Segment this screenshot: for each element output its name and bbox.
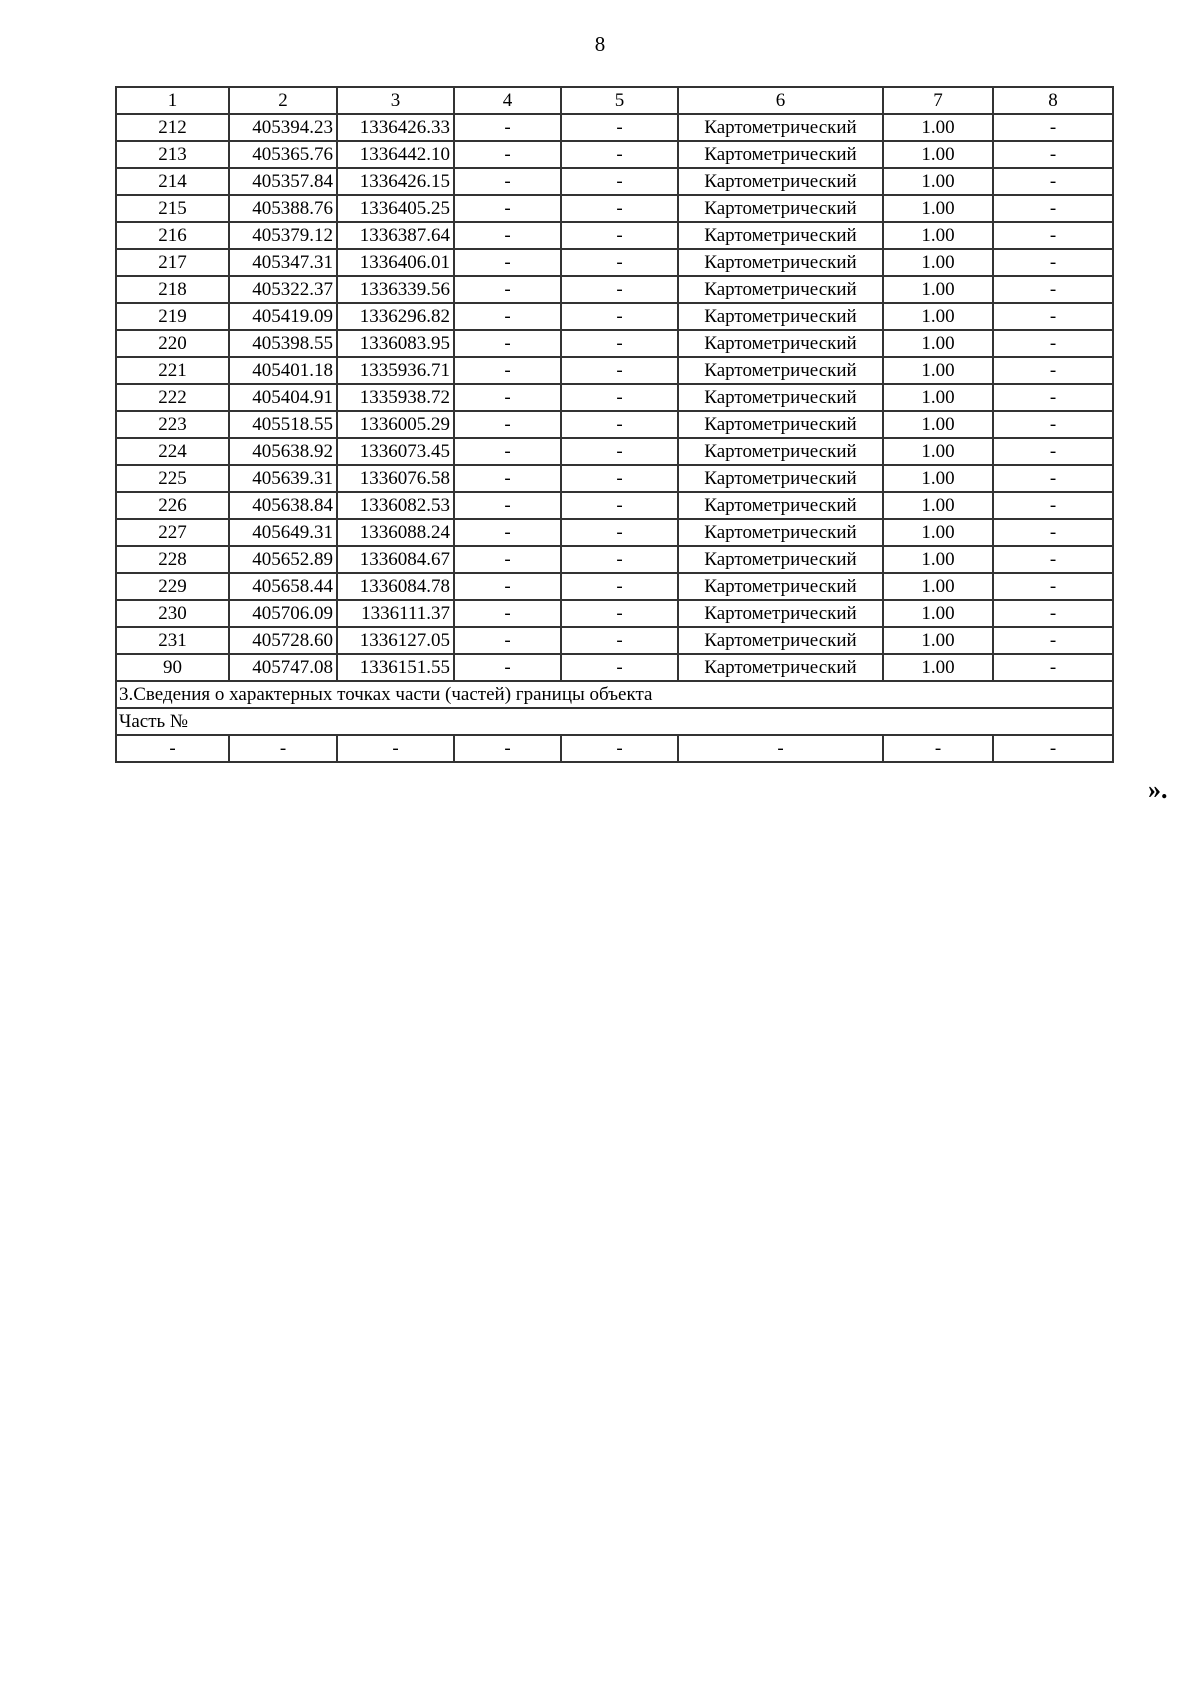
table-cell: 1.00 [883, 465, 993, 492]
table-cell: 405379.12 [229, 222, 337, 249]
table-cell: - [993, 600, 1113, 627]
table-cell: 231 [116, 627, 229, 654]
table-cell: 1336387.64 [337, 222, 454, 249]
table-cell: - [454, 492, 561, 519]
table-cell: 1.00 [883, 357, 993, 384]
table-cell: 214 [116, 168, 229, 195]
table-cell: - [561, 303, 678, 330]
table-cell: - [561, 330, 678, 357]
table-cell: 216 [116, 222, 229, 249]
table-cell: Картометрический [678, 384, 883, 411]
table-cell: 215 [116, 195, 229, 222]
table-cell: - [993, 654, 1113, 681]
table-row [116, 222, 1113, 249]
table-cell: 1335938.72 [337, 384, 454, 411]
table-cell: - [993, 357, 1113, 384]
table-cell: - [993, 627, 1113, 654]
table-cell: - [993, 546, 1113, 573]
table-cell: - [993, 168, 1113, 195]
table-row [116, 600, 1113, 627]
table-cell: 405706.09 [229, 600, 337, 627]
table-row [116, 141, 1113, 168]
table-cell: - [993, 438, 1113, 465]
table-cell: Картометрический [678, 303, 883, 330]
table-cell: Картометрический [678, 411, 883, 438]
table-cell: - [993, 303, 1113, 330]
table-cell: Картометрический [678, 573, 883, 600]
table-cell: - [561, 654, 678, 681]
table-cell: - [454, 465, 561, 492]
table-cell: - [454, 303, 561, 330]
table-cell: 1336426.33 [337, 114, 454, 141]
table-cell: 405747.08 [229, 654, 337, 681]
table-cell: Картометрический [678, 627, 883, 654]
table-cell: - [561, 357, 678, 384]
table-cell: 405658.44 [229, 573, 337, 600]
table-cell: 1336339.56 [337, 276, 454, 303]
table-cell: 1336111.37 [337, 600, 454, 627]
table-cell: Картометрический [678, 276, 883, 303]
table-row [116, 276, 1113, 303]
section-title: 3.Сведения о характерных точках части (частей) границы объекта [116, 681, 1113, 708]
table-cell: 229 [116, 573, 229, 600]
table-cell: 1.00 [883, 519, 993, 546]
table-cell: 230 [116, 600, 229, 627]
table-cell: 1.00 [883, 384, 993, 411]
table-cell: - [883, 735, 993, 762]
table-row [116, 492, 1113, 519]
table-cell: 405638.84 [229, 492, 337, 519]
table-row [116, 546, 1113, 573]
table-cell: - [454, 222, 561, 249]
header-cell: 5 [561, 87, 678, 114]
table-cell: 221 [116, 357, 229, 384]
table-cell: - [454, 546, 561, 573]
table-cell: - [561, 492, 678, 519]
table-cell: - [561, 195, 678, 222]
table-cell: 1.00 [883, 141, 993, 168]
table-cell: - [561, 573, 678, 600]
table-cell: - [454, 600, 561, 627]
table-cell: - [454, 735, 561, 762]
table-cell: 1336076.58 [337, 465, 454, 492]
table-cell: 1.00 [883, 249, 993, 276]
table-cell: 405639.31 [229, 465, 337, 492]
table-cell: - [561, 114, 678, 141]
part-label: Часть № [116, 708, 1113, 735]
table-row [116, 114, 1113, 141]
table-cell: 218 [116, 276, 229, 303]
table-cell: 1336127.05 [337, 627, 454, 654]
table-cell: 228 [116, 546, 229, 573]
table-cell: - [993, 195, 1113, 222]
table-cell: - [454, 411, 561, 438]
table-cell: 405518.55 [229, 411, 337, 438]
section-title-row [116, 681, 1113, 708]
table-cell: - [454, 438, 561, 465]
table-cell: 1.00 [883, 114, 993, 141]
header-cell: 2 [229, 87, 337, 114]
table-cell: 1.00 [883, 492, 993, 519]
table-cell: - [454, 519, 561, 546]
table-cell: - [561, 141, 678, 168]
table-cell: 405638.92 [229, 438, 337, 465]
table-cell: 405401.18 [229, 357, 337, 384]
table-cell: - [454, 357, 561, 384]
table-cell: - [561, 384, 678, 411]
table-cell: - [993, 411, 1113, 438]
table-cell: - [993, 222, 1113, 249]
empty-part-row [116, 735, 1113, 762]
table-cell: 405322.37 [229, 276, 337, 303]
table-cell: - [993, 465, 1113, 492]
table-cell: 90 [116, 654, 229, 681]
table-cell: Картометрический [678, 654, 883, 681]
table-cell: 1.00 [883, 168, 993, 195]
table-cell: 1.00 [883, 438, 993, 465]
table-cell: - [561, 222, 678, 249]
table-cell: 217 [116, 249, 229, 276]
table-row [116, 627, 1113, 654]
table-cell: - [561, 168, 678, 195]
table-cell: 213 [116, 141, 229, 168]
table-cell: - [454, 141, 561, 168]
table-cell: 1.00 [883, 222, 993, 249]
table-cell: 212 [116, 114, 229, 141]
table-cell: 219 [116, 303, 229, 330]
table-cell: - [561, 600, 678, 627]
table-cell: 405728.60 [229, 627, 337, 654]
table-body [116, 87, 1113, 762]
table-cell: 1336406.01 [337, 249, 454, 276]
header-cell: 6 [678, 87, 883, 114]
header-cell: 4 [454, 87, 561, 114]
table-cell: - [993, 249, 1113, 276]
table-cell: 405649.31 [229, 519, 337, 546]
table-cell: 1336405.25 [337, 195, 454, 222]
table-cell: - [993, 573, 1113, 600]
table-cell: - [678, 735, 883, 762]
table-cell: 1.00 [883, 600, 993, 627]
table-cell: - [454, 627, 561, 654]
table-cell: - [993, 519, 1113, 546]
header-cell: 8 [993, 87, 1113, 114]
table-cell: - [116, 735, 229, 762]
table-cell: Картометрический [678, 519, 883, 546]
table-row [116, 249, 1113, 276]
header-cell: 3 [337, 87, 454, 114]
table-cell: 405388.76 [229, 195, 337, 222]
table-cell: 224 [116, 438, 229, 465]
table-cell: - [561, 438, 678, 465]
table-cell: 226 [116, 492, 229, 519]
table-cell: 1.00 [883, 195, 993, 222]
table-cell: 1336442.10 [337, 141, 454, 168]
table-row [116, 168, 1113, 195]
table-cell: 405394.23 [229, 114, 337, 141]
table-cell: Картометрический [678, 465, 883, 492]
table-cell: 227 [116, 519, 229, 546]
table-cell: - [337, 735, 454, 762]
table-cell: 1336083.95 [337, 330, 454, 357]
table-cell: - [454, 330, 561, 357]
table-cell: Картометрический [678, 168, 883, 195]
table-cell: 1336088.24 [337, 519, 454, 546]
table-cell: - [993, 114, 1113, 141]
table-cell: - [993, 330, 1113, 357]
table-cell: - [561, 627, 678, 654]
table-cell: - [454, 276, 561, 303]
table-row [116, 438, 1113, 465]
table-cell: 1336084.78 [337, 573, 454, 600]
table-cell: - [454, 195, 561, 222]
table-cell: 405652.89 [229, 546, 337, 573]
header-cell: 7 [883, 87, 993, 114]
table-cell: 1336296.82 [337, 303, 454, 330]
table-cell: Картометрический [678, 249, 883, 276]
table-cell: - [454, 384, 561, 411]
table-cell: 405419.09 [229, 303, 337, 330]
table-cell: 220 [116, 330, 229, 357]
table-cell: - [561, 249, 678, 276]
table-row [116, 384, 1113, 411]
table-cell: 1.00 [883, 627, 993, 654]
table-cell: Картометрический [678, 222, 883, 249]
table-cell: Картометрический [678, 195, 883, 222]
table-row [116, 195, 1113, 222]
table-cell: 1.00 [883, 276, 993, 303]
table-cell: 1336426.15 [337, 168, 454, 195]
closing-quote: ». [1148, 775, 1168, 804]
table-cell: 405357.84 [229, 168, 337, 195]
table-cell: Картометрический [678, 546, 883, 573]
table-cell: - [454, 654, 561, 681]
table-cell: 1.00 [883, 654, 993, 681]
table-cell: 1336082.53 [337, 492, 454, 519]
table-cell: - [993, 141, 1113, 168]
table-cell: - [454, 114, 561, 141]
table-row [116, 357, 1113, 384]
table-row [116, 411, 1113, 438]
table-cell: 225 [116, 465, 229, 492]
table-cell: Картометрический [678, 492, 883, 519]
table-cell: - [993, 492, 1113, 519]
table-cell: 1336151.55 [337, 654, 454, 681]
table-cell: 223 [116, 411, 229, 438]
table-cell: Картометрический [678, 330, 883, 357]
table-cell: 1.00 [883, 303, 993, 330]
table-cell: - [561, 735, 678, 762]
table-cell: 222 [116, 384, 229, 411]
table-cell: 1336073.45 [337, 438, 454, 465]
table-cell: - [229, 735, 337, 762]
table-cell: Картометрический [678, 141, 883, 168]
coordinates-table [115, 86, 1114, 763]
table-cell: Картометрический [678, 114, 883, 141]
table-cell: 1.00 [883, 330, 993, 357]
table-row [116, 654, 1113, 681]
table-row [116, 303, 1113, 330]
table-cell: - [561, 411, 678, 438]
table-row [116, 465, 1113, 492]
table-cell: 1.00 [883, 546, 993, 573]
part-label-row [116, 708, 1113, 735]
table-cell: 405398.55 [229, 330, 337, 357]
table-cell: - [993, 735, 1113, 762]
table-row [116, 573, 1113, 600]
table-cell: - [561, 519, 678, 546]
table-cell: 405404.91 [229, 384, 337, 411]
table-row [116, 330, 1113, 357]
table-cell: 1.00 [883, 573, 993, 600]
table-cell: Картометрический [678, 438, 883, 465]
table-cell: 1336084.67 [337, 546, 454, 573]
table-cell: 1336005.29 [337, 411, 454, 438]
table-cell: - [561, 546, 678, 573]
table-cell: 405365.76 [229, 141, 337, 168]
table-cell: 405347.31 [229, 249, 337, 276]
table-cell: - [561, 276, 678, 303]
table-cell: Картометрический [678, 600, 883, 627]
table-cell: - [561, 465, 678, 492]
page-number: 8 [594, 32, 606, 56]
header-cell: 1 [116, 87, 229, 114]
table-cell: 1.00 [883, 411, 993, 438]
table-cell: - [993, 276, 1113, 303]
table-cell: - [454, 573, 561, 600]
table-cell: Картометрический [678, 357, 883, 384]
header-row [116, 87, 1113, 114]
table-cell: - [454, 168, 561, 195]
table-row [116, 519, 1113, 546]
table-cell: - [993, 384, 1113, 411]
table-cell: 1335936.71 [337, 357, 454, 384]
table-cell: - [454, 249, 561, 276]
